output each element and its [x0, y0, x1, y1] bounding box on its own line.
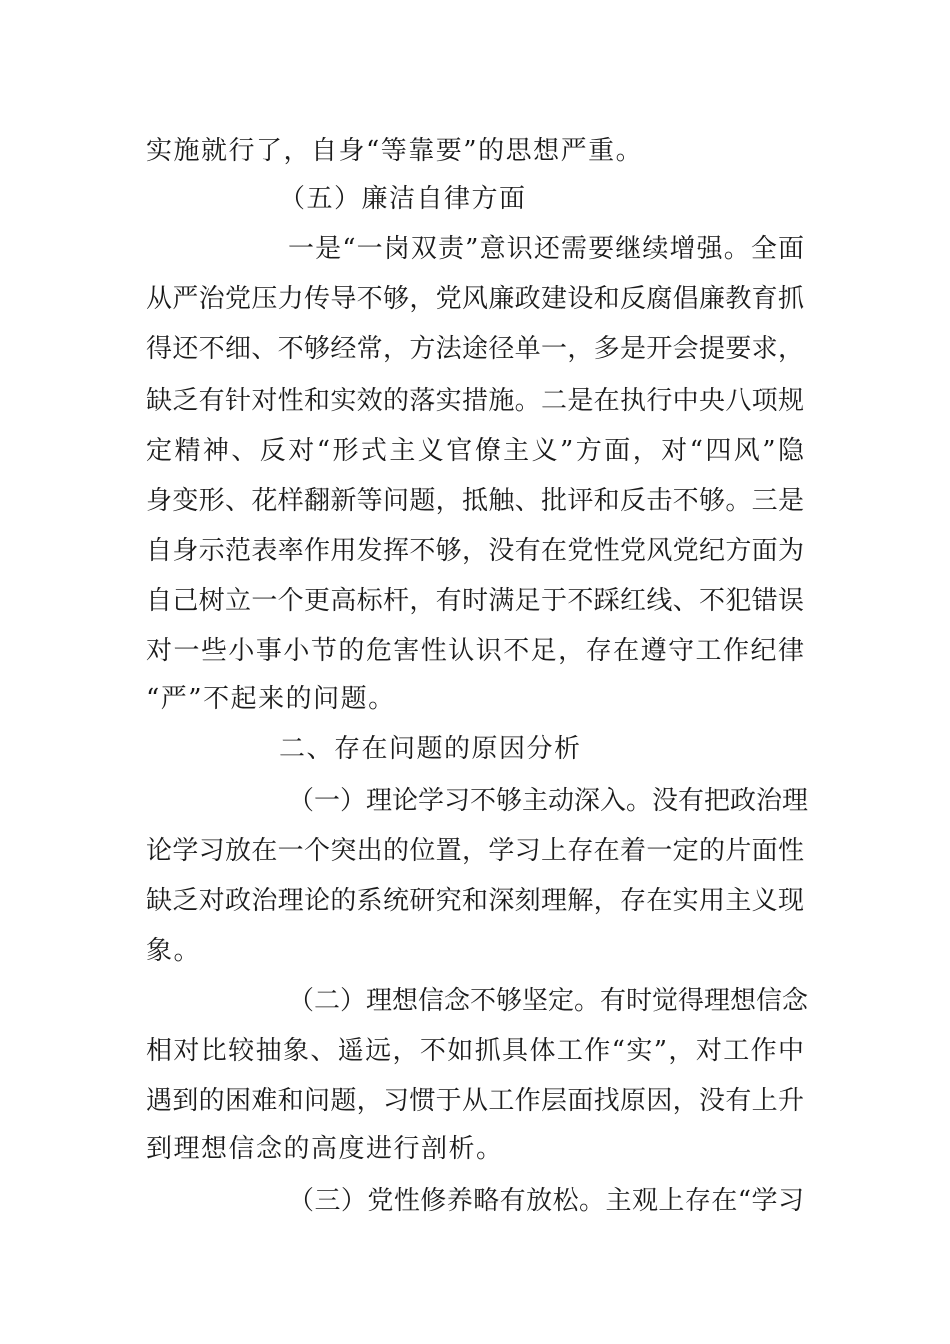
- text-line: 象。: [146, 936, 202, 966]
- text-line: 缺乏对政治理论的系统研究和深刻理解，存在实用主义现: [146, 886, 804, 916]
- text-line: 定精神、反对“形式主义官僚主义”方面，对“四风”隐: [146, 436, 804, 466]
- text-line: 到理想信念的高度进行剖析。: [146, 1134, 504, 1164]
- text-line: 论学习放在一个突出的位置，学习上存在着一定的片面性: [146, 836, 804, 866]
- text-line: 身变形、花样翻新等问题，抵触、批评和反击不够。三是: [146, 486, 804, 516]
- section-heading: （五）廉洁自律方面: [279, 184, 527, 214]
- text-line: 自己树立一个更高标杆，有时满足于不踩红线、不犯错误: [146, 586, 804, 616]
- text-line: 实施就行了，自身“等靠要”的思想严重。: [146, 136, 644, 166]
- section-heading: 二、存在问题的原因分析: [279, 734, 582, 764]
- text-line: 自身示范表率作用发挥不够，没有在党性党风党纪方面为: [146, 536, 804, 566]
- text-line: “严”不起来的问题。: [146, 684, 396, 714]
- text-line: 对一些小事小节的危害性认识不足，存在遵守工作纪律: [146, 636, 804, 666]
- text-line: 一是“一岗双责”意识还需要继续增强。全面: [288, 234, 804, 264]
- text-line: 相对比较抽象、遥远，不如抓具体工作“实”，对工作中: [146, 1036, 804, 1066]
- text-line: （三）党性修养略有放松。主观上存在“学习: [288, 1186, 804, 1216]
- text-line: （二）理想信念不够坚定。有时觉得理想信念: [288, 986, 809, 1016]
- text-line: 得还不细、不够经常，方法途径单一，多是开会提要求，: [146, 334, 804, 364]
- text-line: 从严治党压力传导不够，党风廉政建设和反腐倡廉教育抓: [146, 284, 804, 314]
- text-line: （一）理论学习不够主动深入。没有把政治理: [288, 786, 809, 816]
- text-line: 遇到的困难和问题，习惯于从工作层面找原因，没有上升: [146, 1086, 804, 1116]
- text-line: 缺乏有针对性和实效的落实措施。二是在执行中央八项规: [146, 386, 804, 416]
